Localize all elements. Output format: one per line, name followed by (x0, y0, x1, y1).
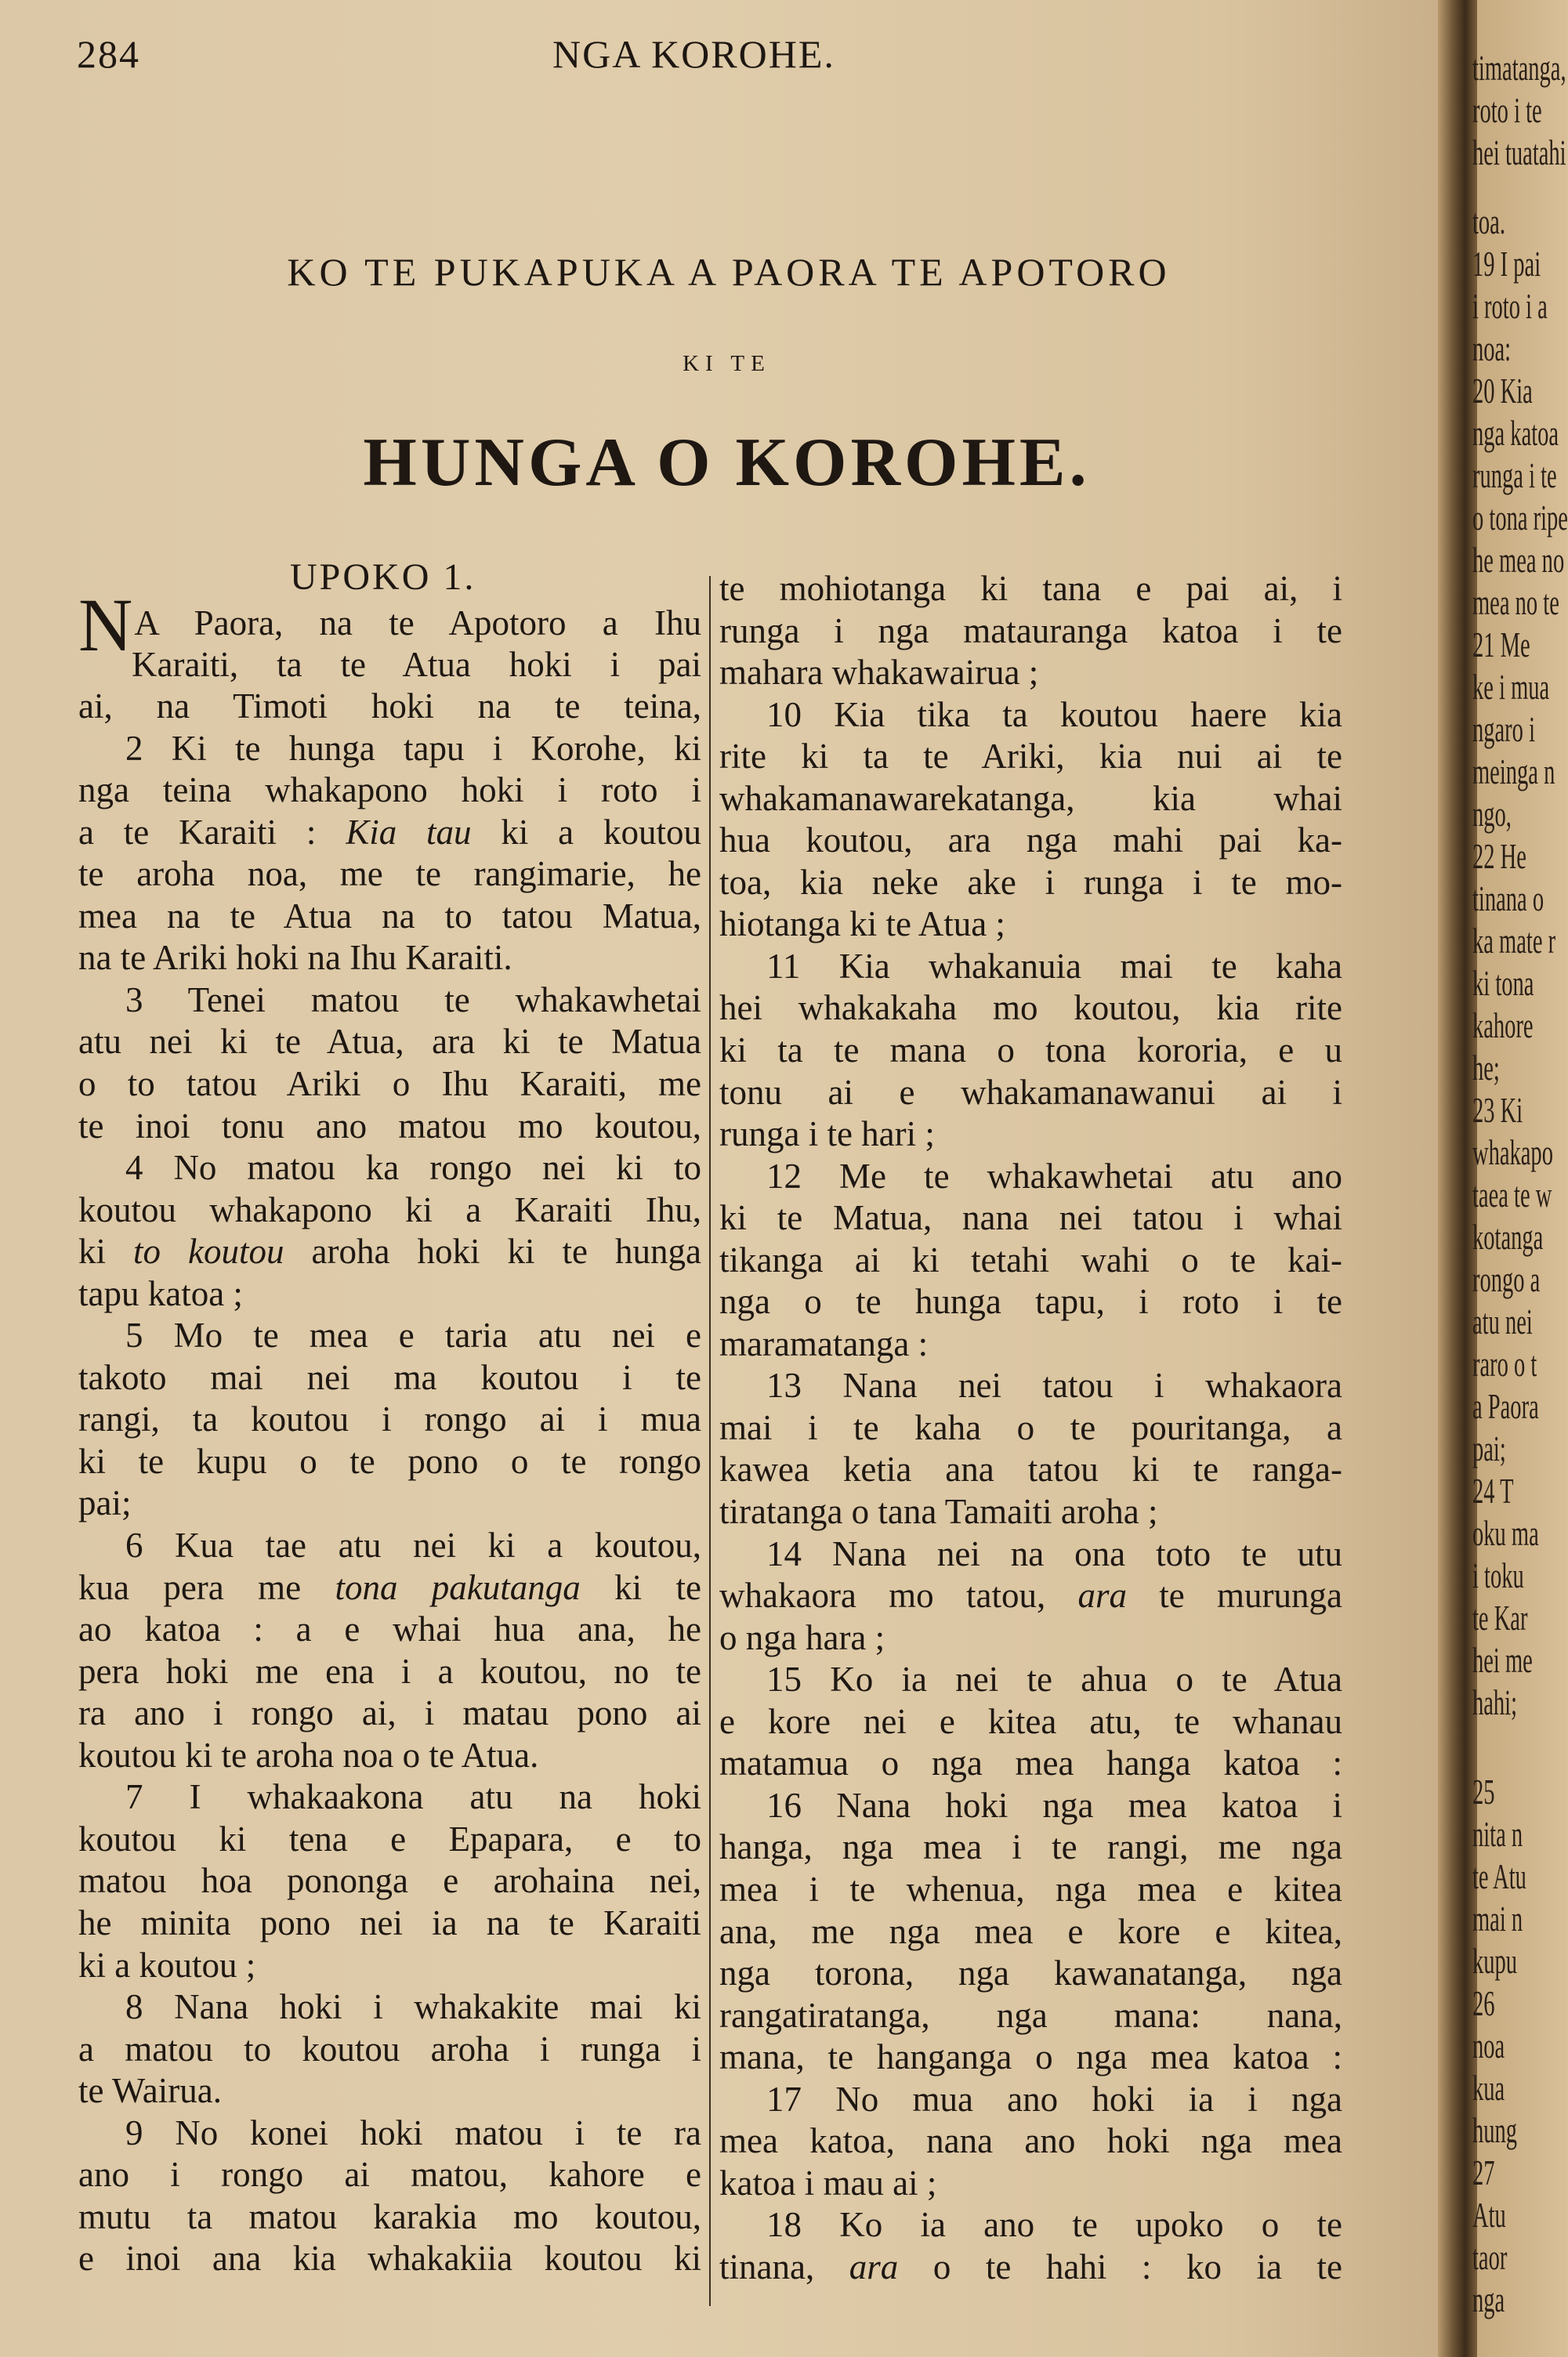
edge-text: kupu (1472, 1941, 1518, 1981)
text-line: mea na te Atua na to tatou Matua, (78, 896, 701, 936)
edge-text: timatanga, (1472, 48, 1566, 88)
text-line: pera hoki me ena i a koutou, no te (78, 1651, 701, 1691)
edge-text: te Atu (1472, 1856, 1526, 1896)
text-line: ki te Matua, nana nei tatou i whai (719, 1198, 1342, 1238)
text-line: ana, me nga mea e kore e kitea, (719, 1911, 1342, 1951)
edge-text: he; (1472, 1048, 1500, 1088)
text-line: hua koutou, ara nga mahi pai ka- (719, 820, 1342, 860)
text-line: kawea ketia ana tatou ki te ranga- (719, 1450, 1342, 1490)
verse-start: 15 Ko ia nei te ahua o te Atua (766, 1660, 1342, 1700)
edge-text: mai n (1472, 1899, 1523, 1939)
text-line: ki a koutou ; (78, 1945, 256, 1985)
verse-start: 9 No konei hoki matou i te ra (125, 2113, 701, 2152)
edge-text: kua (1472, 2068, 1505, 2108)
text-line: katoa i mau ai ; (719, 2163, 937, 2203)
text-line: mahara whakawairua ; (719, 653, 1039, 693)
text-line: mana, te hanganga o nga mea katoa : (719, 2037, 1342, 2077)
text-line: he minita pono nei ia na te Karaiti (78, 1903, 701, 1942)
edge-text: ka mate r (1472, 921, 1556, 961)
edge-text: taea te w (1472, 1175, 1552, 1215)
text-line: tapu katoa ; (78, 1273, 243, 1313)
edge-text: hei me (1472, 1640, 1533, 1680)
book-gutter (1438, 0, 1477, 2357)
text-line: atu nei ki te Atua, ara ki te Matua (78, 1022, 701, 1062)
verse-start: 18 Ko ia ano te upoko o te (766, 2205, 1342, 2245)
column-divider (709, 576, 711, 2306)
text-line: nga torona, nga kawanatanga, nga (719, 1953, 1342, 1993)
italic-text: to koutou (133, 1232, 284, 1272)
text-line: ki to koutou aroha hoki ki te hunga (78, 1232, 701, 1272)
text-line: ano i rongo ai matou, kahore e (78, 2155, 701, 2195)
right-column (719, 568, 1342, 2288)
edge-text: kotanga (1472, 1217, 1544, 1257)
edge-text: Atu (1472, 2195, 1506, 2235)
edge-text: 27 (1472, 2152, 1495, 2192)
text-line: whakamanawarekatanga, kia whai (719, 778, 1342, 818)
text-line: ki te kupu o te pono o te rongo (78, 1441, 701, 1481)
edge-text: nga katoa (1472, 413, 1559, 453)
verse-start: 17 No mua ano hoki ia i nga (766, 2079, 1342, 2119)
edge-text: nga (1472, 2279, 1505, 2319)
text-line: rangi, ta koutou i rongo ai i mua (78, 1399, 701, 1439)
text-line: mea katoa, nana ano hoki nga mea (719, 2121, 1342, 2161)
text-line: te aroha noa, me te rangimarie, he (78, 854, 701, 894)
edge-text: noa: (1472, 328, 1512, 368)
text-line: toa, kia neke ake i runga i te mo- (719, 862, 1342, 902)
edge-text: ngaro i (1472, 709, 1535, 749)
text-line: hanga, nga mea i te rangi, me nga (719, 1827, 1342, 1867)
text-line: tonu ai e whakamanawanui ai i (719, 1072, 1342, 1112)
text-line: nga teina whakapono hoki i roto i (78, 770, 701, 810)
text-line: rangatiratanga, nga mana: nana, (719, 1995, 1342, 2035)
text-line: runga i te hari ; (719, 1114, 935, 1154)
text-line: tinana, ara o te hahi : ko ia te (719, 2247, 1342, 2286)
text-line: mai i te kaha o te pouritanga, a (719, 1407, 1342, 1447)
text-line: tikanga ai ki tetahi wahi o te kai- (719, 1240, 1342, 1280)
text-line: kua pera me tona pakutanga ki te (78, 1567, 701, 1607)
verse-start: 2 Ki te hunga tapu i Korohe, ki (125, 728, 701, 768)
text-line: na te Ariki hoki na Ihu Karaiti. (78, 938, 512, 978)
verse-start: 11 Kia whakanuia mai te kaha (766, 946, 1342, 986)
left-column (78, 556, 701, 2280)
edge-text: nita n (1472, 1814, 1523, 1854)
book-title-main: HUNGA O KOROHE. (363, 425, 1091, 501)
edge-text: o tona ripe (1472, 498, 1568, 538)
text-line: rite ki ta te Ariki, kia nui ai te (719, 737, 1342, 777)
edge-text: 22 He (1472, 836, 1526, 876)
edge-text: roto i te (1472, 90, 1542, 130)
text-line: ai, na Timoti hoki na te teina, (78, 686, 701, 726)
verse-start: 16 Nana hoki nga mea katoa i (766, 1785, 1342, 1825)
verse-start: 10 Kia tika ta koutou haere kia (766, 694, 1342, 734)
edge-text: mea no te (1472, 582, 1559, 622)
verse-start: 4 No matou ka rongo nei ki to (125, 1148, 701, 1188)
edge-text: taor (1472, 2237, 1508, 2277)
edge-text: noa (1472, 2026, 1505, 2066)
edge-text: i roto i a (1472, 286, 1548, 326)
edge-text: meinga n (1472, 751, 1555, 791)
verse-start: 3 Tenei matou te whakawhetai (125, 979, 701, 1019)
edge-text: 20 Kia (1472, 371, 1533, 411)
text-line: matou hoa pononga e arohaina nei, (78, 1861, 701, 1901)
text-line: a matou to koutou aroha i runga i (78, 2029, 701, 2069)
text-line: e kore nei e kitea atu, te whanau (719, 1701, 1342, 1741)
italic-text: tona pakutanga (335, 1567, 581, 1607)
text-line: a te Karaiti : Kia tau ki a koutou (78, 812, 701, 852)
text-line: takoto mai nei ma koutou i te (78, 1357, 701, 1397)
edge-text: 19 I pai (1472, 244, 1541, 284)
verse-start: 13 Nana nei tatou i whakaora (766, 1366, 1342, 1406)
text-line: o nga hara ; (719, 1617, 885, 1657)
edge-text: ki tona (1472, 963, 1534, 1003)
text-line: koutou whakapono ki a Karaiti Ihu, (78, 1189, 701, 1229)
text-line: te inoi tonu ano matou mo koutou, (78, 1106, 701, 1146)
text-line: mutu ta matou karakia mo koutou, (78, 2196, 701, 2236)
edge-text: atu nei (1472, 1302, 1533, 1341)
drop-cap: N (78, 583, 133, 667)
edge-text: 23 Ki (1472, 1090, 1523, 1130)
verse-start: 5 Mo te mea e taria atu nei e (125, 1316, 701, 1356)
edge-text: hung (1472, 2110, 1518, 2150)
text-line: matamua o nga mea hanga katoa : (719, 1743, 1342, 1783)
page-number: 284 (77, 32, 140, 76)
text-line: whakaora mo tatou, ara te murunga (719, 1576, 1342, 1616)
verse-start: 14 Nana nei na ona toto te utu (766, 1533, 1342, 1573)
edge-text: 26 (1472, 1983, 1495, 2023)
edge-text: ngo, (1472, 794, 1512, 834)
edge-text: hei tuatahi (1472, 132, 1566, 172)
book-title-line-2: KI TE (683, 351, 771, 376)
edge-text: raro o t (1472, 1344, 1537, 1384)
text-line: runga i nga matauranga katoa i te (719, 610, 1342, 650)
edge-text: i toku (1472, 1555, 1524, 1595)
edge-text: 24 T (1472, 1471, 1514, 1511)
text-line: NA Paora, na te Apotoro a Ihu (78, 583, 701, 667)
edge-text: toa. (1472, 201, 1505, 241)
book-title-line-1: KO TE PUKAPUKA A PAORA TE APOTORO (287, 250, 1171, 294)
italic-text: Kia tau (346, 812, 472, 852)
verse-start: 6 Kua tae atu nei ki a koutou, (125, 1526, 701, 1566)
edge-text: hahi; (1472, 1682, 1518, 1722)
verse-start: 8 Nana hoki i whakakite mai ki (125, 1987, 701, 2027)
text-line: e inoi ana kia whakakiia koutou ki (78, 2239, 701, 2279)
running-head: NGA KOROHE. (552, 32, 835, 76)
edge-text: kahore (1472, 1005, 1534, 1045)
edge-text: rongo a (1472, 1259, 1541, 1299)
text-line: hiotanga ki te Atua ; (719, 904, 1005, 944)
text-line: o to tatou Ariki o Ihu Karaiti, me (78, 1064, 701, 1104)
chapter-heading: UPOKO 1. (290, 556, 476, 598)
edge-text: te Kar (1472, 1598, 1528, 1638)
text-line: hei whakakaha mo koutou, kia rite (719, 988, 1342, 1028)
text-line: pai; (78, 1483, 132, 1523)
edge-text: he mea no (1472, 540, 1565, 580)
italic-text: ara (849, 2247, 899, 2286)
text-line: ra ano i rongo ai, i matau pono ai (78, 1693, 701, 1733)
text-line: tiratanga o tana Tamaiti aroha ; (719, 1492, 1158, 1532)
edge-text: ke i mua (1472, 667, 1550, 707)
verse-start: 7 I whakaakona atu na hoki (125, 1777, 701, 1817)
edge-text: oku ma (1472, 1513, 1539, 1553)
text-line: ki ta te mana o tona kororia, e u (719, 1030, 1342, 1070)
text-line: koutou ki tena e Epapara, e to (78, 1819, 701, 1859)
next-page-edge (1472, 0, 1568, 2357)
text-line: maramatanga : (719, 1323, 929, 1363)
edge-text: runga i te (1472, 455, 1557, 495)
edge-text: tinana o (1472, 878, 1544, 918)
text-line: te Wairua. (78, 2071, 222, 2111)
text-line: mea i te whenua, nga mea e kitea (719, 1869, 1342, 1909)
italic-text: ara (1077, 1576, 1127, 1616)
edge-text: pai; (1472, 1428, 1506, 1468)
text-line: nga o te hunga tapu, i roto i te (719, 1282, 1342, 1322)
edge-text: a Paora (1472, 1386, 1539, 1426)
text-line: Karaiti, ta te Atua hoki i pai (132, 644, 701, 684)
edge-text: 25 (1472, 1772, 1495, 1812)
verse-start: 12 Me te whakawhetai atu ano (766, 1156, 1342, 1196)
text-line: ao katoa : a e whai hua ana, he (78, 1609, 701, 1649)
edge-text: whakapo (1472, 1132, 1553, 1172)
text-line: koutou ki te aroha noa o te Atua. (78, 1735, 539, 1775)
text-line: te mohiotanga ki tana e pai ai, i (719, 569, 1342, 608)
edge-text: 21 Me (1472, 625, 1530, 664)
